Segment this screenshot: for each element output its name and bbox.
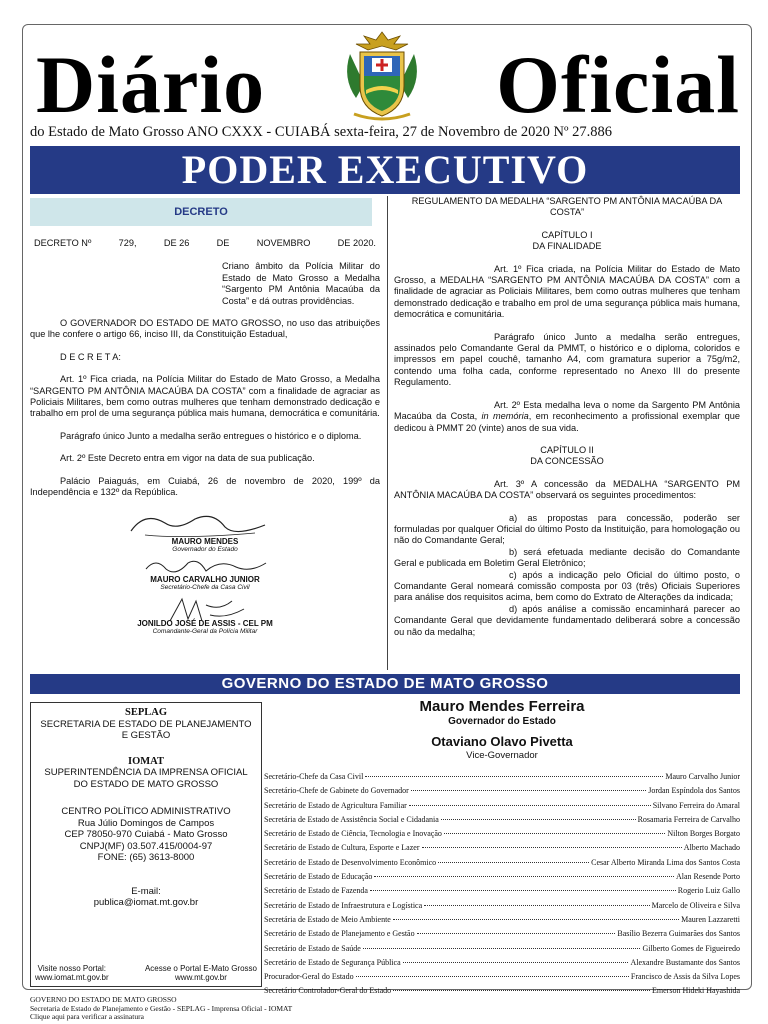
publisher-info-box <box>30 702 262 987</box>
roster-office: Secretário de Estado de Desenvolvimento Econômico <box>264 857 437 867</box>
roster-leader-dots <box>393 990 650 991</box>
roster-office: Secretário de Estado de Infraestrutura e Logística <box>264 900 423 910</box>
roster-office: Secretário de Estado de Ciência, Tecnologia e Inovação <box>264 829 442 839</box>
roster-office: Secretário de Estado de Planejamento e Gestão <box>264 929 415 939</box>
iomat-full-name: SUPERINTENDÊNCIA DA IMPRENSA OFICIAL DO ESTADO DE MATO GROSSO <box>44 767 248 790</box>
decreto-column <box>30 196 380 670</box>
roster-leader-dots <box>424 905 649 906</box>
roster-leader-dots <box>393 919 679 920</box>
roster-name: Gilberto Gomes de Figueiredo <box>642 943 740 953</box>
masthead-title-right: Oficial <box>496 39 740 130</box>
roster-name: Mauren Lazzaretti <box>681 914 740 924</box>
roster-office: Secretária de Estado de Meio Ambiente <box>264 914 391 924</box>
portal-iomat <box>35 964 109 982</box>
footer-line: Secretaria de Estado de Planejamento e Gestão - SEPLAG - Imprensa Oficial - IOMAT <box>30 1003 293 1013</box>
portal-links <box>35 964 257 982</box>
decreto-number-part: DECRETO Nº <box>34 238 92 248</box>
regulamento-item-c: c) após a indicação pelo Oficial do último posto, o Comandante Geral nomeará comissão composta por 03 (três) Oficiais Superiores para análise dos requisitos acima, bem como do Extrato de Alterações da indicada; <box>394 569 740 603</box>
regulamento-title: REGULAMENTO DA MEDALHA “SARGENTO PM ANTÔNIA MACAÚBA DA COSTA” <box>411 196 723 218</box>
portal-link-iomat[interactable]: www.iomat.mt.gov.br <box>35 973 109 982</box>
roster-row <box>264 913 740 927</box>
footer-line: GOVERNO DO ESTADO DE MATO GROSSO <box>30 995 177 1004</box>
roster-office: Secretário-Chefe da Casa Civil <box>264 772 364 781</box>
roster-office: Procurador-Geral do Estado <box>264 972 354 982</box>
email-label: E-mail: <box>131 885 161 897</box>
address-line: CEP 78050-970 Cuiabá - Mato Grosso <box>64 829 228 840</box>
portal-link-mt[interactable]: www.mt.gov.br <box>175 973 227 982</box>
roster-row <box>264 827 740 841</box>
signature-block-casa-civil <box>30 555 380 595</box>
regulamento-column <box>394 196 740 670</box>
chapter-1: CAPÍTULO I <box>541 229 593 240</box>
roster-leader-dots <box>441 819 636 820</box>
chapter-2-title: DA CONCESSÃO <box>530 456 604 467</box>
roster-leader-dots <box>422 847 682 848</box>
decreto-number-part: DE 26 <box>163 238 190 248</box>
roster-name: Silvano Ferreira do Amaral <box>652 800 740 810</box>
roster-name: Alberto Machado <box>683 843 740 853</box>
decreto-number-part: DE <box>216 238 230 248</box>
roster-row <box>264 942 740 956</box>
email-link[interactable]: publica@iomat.mt.gov.br <box>93 897 199 908</box>
roster-leader-dots <box>444 833 666 834</box>
regulamento-par-unico: Parágrafo único Junto a medalha serão entregues, assinados pelo Comandante Geral da PMMT, o histórico e o diploma, coloridos e impressos em papel couchê, tamanho A4, com gramatura superior a 75g/m2, contendo uma folha cada, conforme representado no Anexo III do presente Regulamento. <box>394 331 740 388</box>
decreto-number-part: 729, <box>118 238 137 248</box>
decreto-number <box>30 238 380 249</box>
phone: FONE: (65) 3613-8000 <box>97 852 195 863</box>
roster-row <box>264 870 740 884</box>
signature-role: Governador do Estado <box>172 545 238 553</box>
seplag-full-name: SECRETARIA DE ESTADO DE PLANEJAMENTO E GESTÃO <box>40 718 252 741</box>
roster-name: Cesar Alberto Miranda Lima dos Santos Costa <box>591 857 740 867</box>
roster-leader-dots <box>403 962 629 963</box>
art2-text-b: , em reconhecimento a profissional exemplar que dedicou à PMMT 20 (vinte) anos de sua vida. <box>394 411 740 433</box>
roster-name: Francisco de Assis da Silva Lopes <box>630 972 740 982</box>
decreto-preamble: O GOVERNADOR DO ESTADO DE MATO GROSSO, no uso das atribuições que lhe confere o artigo 66, inciso III, da Constituição Estadual, <box>30 318 380 340</box>
roster-office: Secretária de Estado de Assistência Social e Cidadania <box>264 814 439 824</box>
signature-name: MAURO CARVALHO JUNIOR <box>150 574 260 584</box>
address-line: Rua Júlio Domingos de Campos <box>77 817 215 829</box>
regulamento-art2 <box>394 400 740 434</box>
roster-office: Secretário Controlador-Geral do Estado <box>264 986 392 996</box>
chapter-2: CAPÍTULO II <box>540 444 594 455</box>
roster-leader-dots <box>417 933 616 934</box>
roster-office: Secretário de Estado de Educação <box>264 872 373 882</box>
signature-block-governor <box>30 509 380 555</box>
decreto-art2: Art. 2º Este Decreto entra em vigor na data de sua publicação. <box>60 453 315 464</box>
decreto-closing: Palácio Paiaguás, em Cuiabá, 26 de novembro de 2020, 199º da Independência e 132º da República. <box>30 475 380 498</box>
roster-name: Emerson Hideki Hayashida <box>652 986 740 996</box>
roster-row <box>264 899 740 913</box>
roster-leader-dots <box>411 790 646 791</box>
roster-name: Marcelo de Oliveira e Silva <box>651 900 740 910</box>
iomat-heading: IOMAT <box>128 755 164 767</box>
roster-row <box>264 970 740 984</box>
roster-leader-dots <box>363 948 641 949</box>
roster-row <box>264 884 740 898</box>
roster-name: Rogerio Luiz Gallo <box>677 886 740 896</box>
decreto-number-part: DE 2020. <box>337 238 376 248</box>
roster-row <box>264 813 740 827</box>
roster-row <box>264 841 740 855</box>
roster-leader-dots <box>370 890 676 891</box>
signature-name: MAURO MENDES <box>171 536 239 546</box>
roster-leader-dots <box>374 876 674 877</box>
art2-text-a: Art. 2º Esta medalha leva o nome da Sargento PM Antônia Macaúba da Costa, <box>394 399 740 422</box>
signature-role: Comandante-Geral da Polícia Militar <box>152 627 258 635</box>
secretaries-roster <box>264 770 740 999</box>
roster-name: Alexandre Bustamante dos Santos <box>630 957 740 967</box>
decreto-heading: DECRETO <box>30 198 372 226</box>
roster-office: Secretário de Estado de Cultura, Esporte e Lazer <box>264 843 420 853</box>
roster-row <box>264 956 740 970</box>
regulamento-item-a: a) as propostas para concessão, poderão ser formuladas por qualquer Oficial do último Posto da Instituição, para homologação ou não do Comandante Geral; <box>394 512 740 546</box>
coat-of-arms-icon <box>342 28 422 124</box>
roster-row <box>264 799 740 813</box>
roster-row <box>264 927 740 941</box>
vice-governor-name: Otaviano Olavo Pivetta <box>431 734 573 749</box>
portal-label: Visite nosso Portal: <box>37 964 106 973</box>
roster-office: Secretário-Chefe de Gabinete do Governador <box>264 786 409 796</box>
verify-signature-link[interactable]: Clique aqui para verificar a assinatura <box>30 1012 144 1021</box>
column-divider <box>387 196 388 670</box>
decreto-art1: Art. 1º Fica criada, na Polícia Militar do Estado de Mato Grosso, a Medalha “SARGENTO PM ANTÔNIA MACAÚBA DA COSTA” com a finalidade de agraciar as Policiais Militares, bem como outras mulheres que tenham demonstrado dedicação e trabalho em prol de uma segurança pública mais humana, democrática e comunitária. <box>30 374 380 419</box>
governor-block <box>264 698 740 761</box>
roster-leader-dots <box>365 776 663 777</box>
roster-leader-dots <box>356 976 629 977</box>
page-footer <box>30 996 530 1022</box>
roster-name: Rosamaria Ferreira de Carvalho <box>637 814 740 824</box>
masthead-subline: do Estado de Mato Grosso ANO CXXX - CUIABÁ sexta-feira, 27 de Novembro de 2020 Nº 27.886 <box>30 124 612 140</box>
cnpj: CNPJ(MF) 03.507.415/0004-97 <box>79 840 213 852</box>
governor-title: Governador do Estado <box>448 716 556 727</box>
roster-row <box>264 784 740 798</box>
regulamento-item-d: d) após análise a comissão encaminhará parecer ao Comandante Geral que devidamente fundamentado deliberará sobre a concessão ou não da medalha; <box>394 603 740 637</box>
roster-name: Basílio Bezerra Guimarães dos Santos <box>617 929 740 939</box>
seplag-heading: SEPLAG <box>124 707 167 718</box>
regulamento-art3: Art. 3º A concessão da MEDALHA “SARGENTO PM ANTÔNIA MACAÚBA DA COSTA” observará os seguintes procedimentos: <box>394 478 740 501</box>
masthead-title-left: Diário <box>36 39 266 130</box>
chapter-1-title: DA FINALIDADE <box>532 241 602 252</box>
roster-office: Secretário de Estado de Agricultura Familiar <box>264 800 407 810</box>
roster-row <box>264 856 740 870</box>
decreto-par-unico: Parágrafo único Junto a medalha serão entregues o histórico e o diploma. <box>60 430 362 441</box>
decreto-decreta: D E C R E T A: <box>60 351 121 362</box>
roster-leader-dots <box>409 805 651 806</box>
decreto-number-part: NOVEMBRO <box>256 238 311 248</box>
signature-role: Secretário-Chefe da Casa Civil <box>160 583 250 591</box>
regulamento-item-b: b) será efetuada mediante decisão do Comandante Geral e publicada em Boletim Geral Eletrônico; <box>394 546 740 569</box>
roster-name: Mauro Carvalho Junior <box>665 772 740 781</box>
roster-office: Secretário de Estado de Segurança Pública <box>264 957 401 967</box>
roster-office: Secretário de Estado de Saúde <box>264 943 361 953</box>
portal-label: Acesse o Portal E-Mato Grosso <box>144 964 257 973</box>
decreto-ementa: Criano âmbito da Polícia Militar do Estado de Mato Grosso a Medalha “Sargento PM Antônia Macaúba da Costa” e dá outras providências. <box>222 261 380 306</box>
roster-office: Secretário de Estado de Fazenda <box>264 886 368 896</box>
roster-row <box>264 770 740 784</box>
art2-emphasis: in memória <box>481 411 529 422</box>
governor-name: Mauro Mendes Ferreira <box>419 698 585 715</box>
roster-name: Jordan Espíndola dos Santos <box>648 786 740 796</box>
signature-name: JONILDO JOSÉ DE ASSIS - CEL PM <box>137 618 273 628</box>
roster-leader-dots <box>438 862 589 863</box>
section-band: PODER EXECUTIVO <box>30 146 740 194</box>
portal-mt <box>145 964 257 982</box>
regulamento-art1: Art. 1º Fica criada, na Polícia Militar do Estado de Mato Grosso, a MEDALHA “SARGENTO PM ANTÔNIA MACAÚBA DA COSTA” com a finalidade de agraciar as Policiais Militares, bem como outras mulheres que tenham demonstrado dedicação e trabalho em prol de uma segurança pública mais humana, democrática e comunitária. <box>394 263 740 320</box>
government-band: GOVERNO DO ESTADO DE MATO GROSSO <box>30 674 740 694</box>
vice-governor-title: Vice-Governador <box>466 750 538 761</box>
masthead <box>28 26 748 130</box>
signature-block-pm <box>30 595 380 635</box>
address-line: CENTRO POLÍTICO ADMINISTRATIVO <box>61 806 231 817</box>
roster-name: Alan Resende Porto <box>676 872 740 882</box>
roster-name: Nilton Borges Borgato <box>667 829 740 839</box>
